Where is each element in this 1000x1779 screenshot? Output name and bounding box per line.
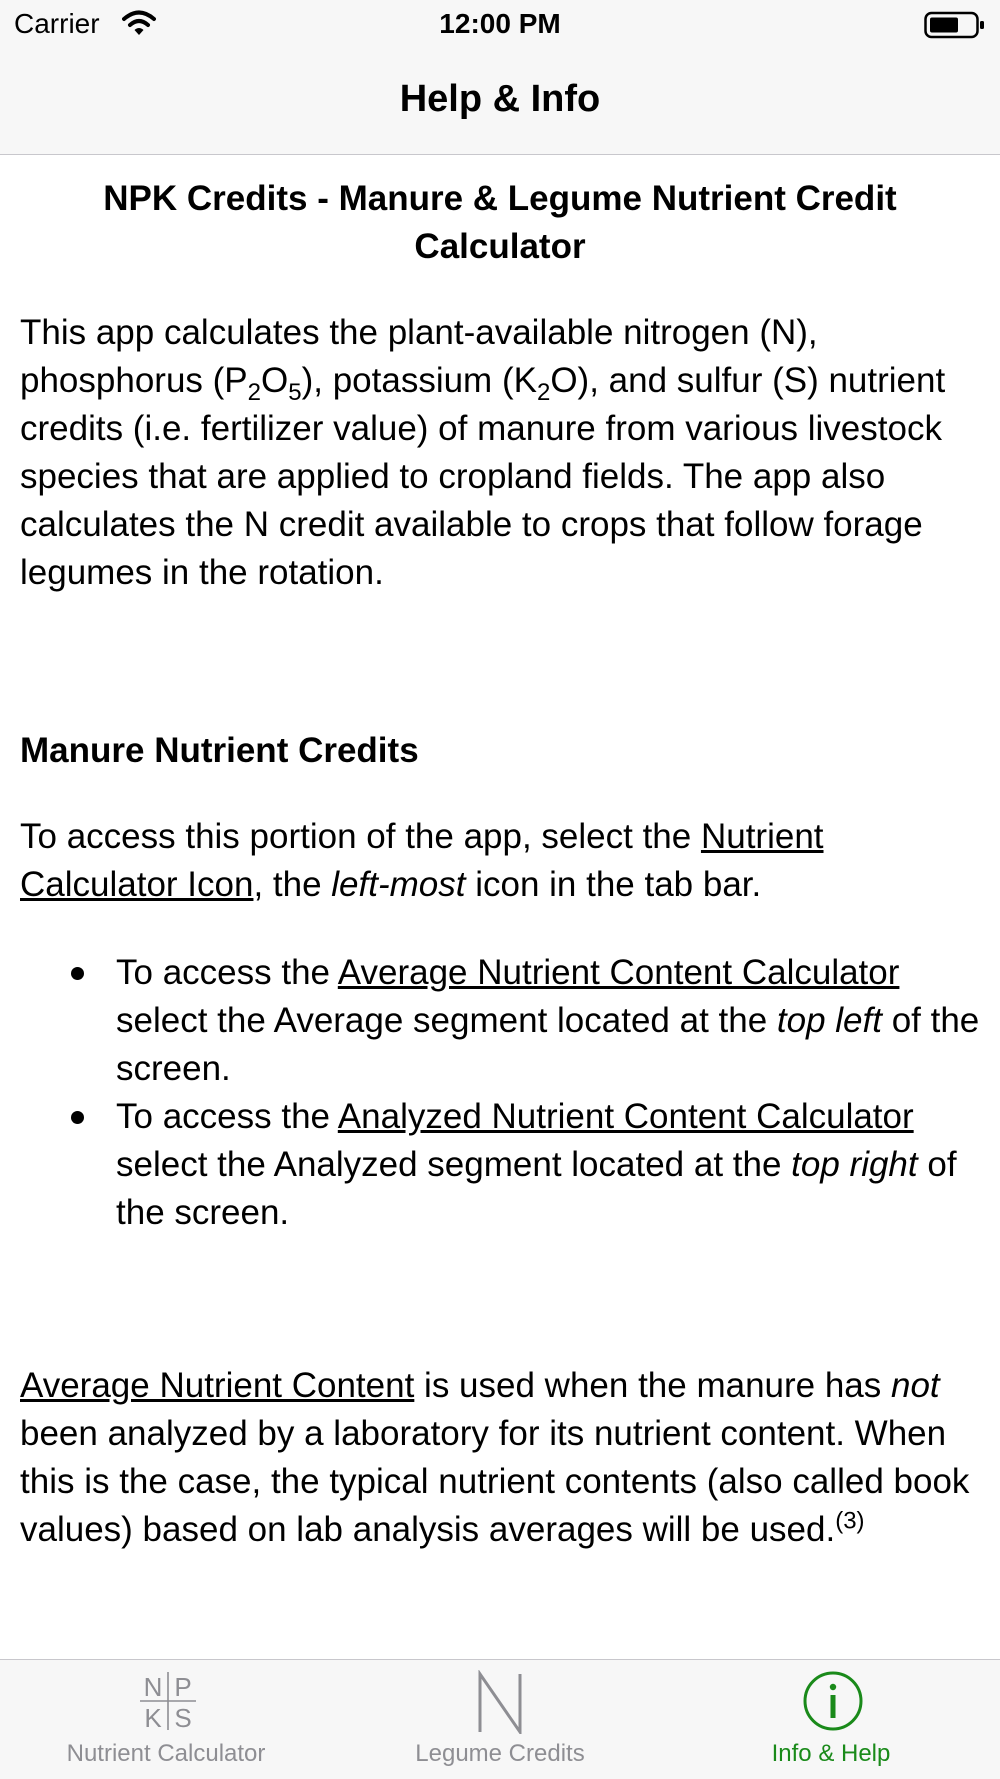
nutrient-calculator-icon-link[interactable]: Nutrient Calculator Icon: [20, 817, 824, 904]
bullet-emphasis: top right: [791, 1145, 918, 1184]
tab-label: Info & Help: [771, 1740, 891, 1767]
intro-paragraph: [20, 309, 980, 597]
access-paragraph: [20, 813, 980, 909]
nav-title: Help & Info: [399, 78, 601, 120]
status-bar: [0, 0, 1000, 50]
bullet-text-1: To access the: [116, 1097, 338, 1136]
navigation-bar: [0, 50, 1000, 155]
tab-bar: [0, 1659, 1000, 1779]
average-text-2: been analyzed by a laboratory for its nutrient content. When this is the case, the typical nutrient contents (also called book values) based on lab analysis averages will be used.: [20, 1414, 970, 1549]
average-nutrient-content-link[interactable]: Average Nutrient Content: [20, 1366, 415, 1405]
svg-text:N: N: [143, 1672, 163, 1702]
tab-info-help[interactable]: [720, 1660, 942, 1779]
access-emphasis: left-most: [331, 865, 466, 904]
calculator-bullet-list: [0, 949, 980, 1237]
carrier-label: Carrier: [14, 8, 100, 39]
intro-subscript-2: 5: [288, 379, 302, 406]
intro-text-3: ), potassium (K: [301, 361, 537, 400]
npks-icon: [138, 1670, 198, 1737]
svg-text:P: P: [174, 1672, 192, 1702]
bullet-text-3: of the screen.: [116, 1145, 957, 1232]
bullet-dot: [71, 1111, 84, 1124]
tab-label: Legume Credits: [415, 1740, 585, 1767]
tab-legume-credits[interactable]: [370, 1660, 630, 1779]
tab-nutrient-calculator[interactable]: [30, 1660, 302, 1779]
access-text-2: , the: [253, 865, 332, 904]
average-content-paragraph: [20, 1362, 980, 1554]
intro-text-2: O: [261, 361, 289, 400]
bullet-text-2: select the Analyzed segment located at the: [116, 1145, 792, 1184]
list-item: [116, 1093, 980, 1237]
intro-subscript-3: 2: [536, 379, 551, 406]
bullet-emphasis: top left: [776, 1001, 882, 1040]
access-text-1: To access this portion of the app, select the: [20, 817, 701, 856]
intro-subscript-1: 2: [247, 379, 261, 406]
status-time: 12:00 PM: [439, 8, 561, 39]
info-circle-icon: [802, 1670, 864, 1737]
analyzed-calculator-link[interactable]: Analyzed Nutrient Content Calculator: [337, 1097, 914, 1136]
list-item: [116, 949, 980, 1093]
reference-superscript: (3): [835, 1507, 865, 1535]
bullet-dot: [71, 967, 84, 980]
average-emphasis: not: [891, 1366, 940, 1405]
battery-icon: [924, 10, 986, 45]
intro-text-4: O), and sulfur (S) nutrient credits (i.e. fertilizer value) of manure from various livestock species that are applied to cropland fields. The app also calculates the N credit available to crops that follow forage legumes in the rotation.: [20, 361, 946, 592]
n-letter-icon: [472, 1670, 528, 1739]
bullet-text-3: of the screen.: [116, 1001, 980, 1088]
average-calculator-link[interactable]: Average Nutrient Content Calculator: [337, 953, 900, 992]
access-text-3: icon in the tab bar.: [465, 865, 762, 904]
bullet-text-2: select the Average segment located at the: [116, 1001, 777, 1040]
svg-text:S: S: [174, 1703, 192, 1732]
svg-text:K: K: [144, 1703, 162, 1732]
help-content[interactable]: [0, 155, 1000, 1659]
manure-section-heading: Manure Nutrient Credits: [20, 731, 419, 770]
tab-label: Nutrient Calculator: [66, 1740, 266, 1767]
average-text-1: is used when the manure has: [414, 1366, 891, 1405]
bullet-text-1: To access the: [116, 953, 338, 992]
intro-text-1: This app calculates the plant-available nitrogen (N), phosphorus (P: [20, 313, 818, 400]
document-title: NPK Credits - Manure & Legume Nutrient Credit Calculator: [103, 179, 897, 266]
